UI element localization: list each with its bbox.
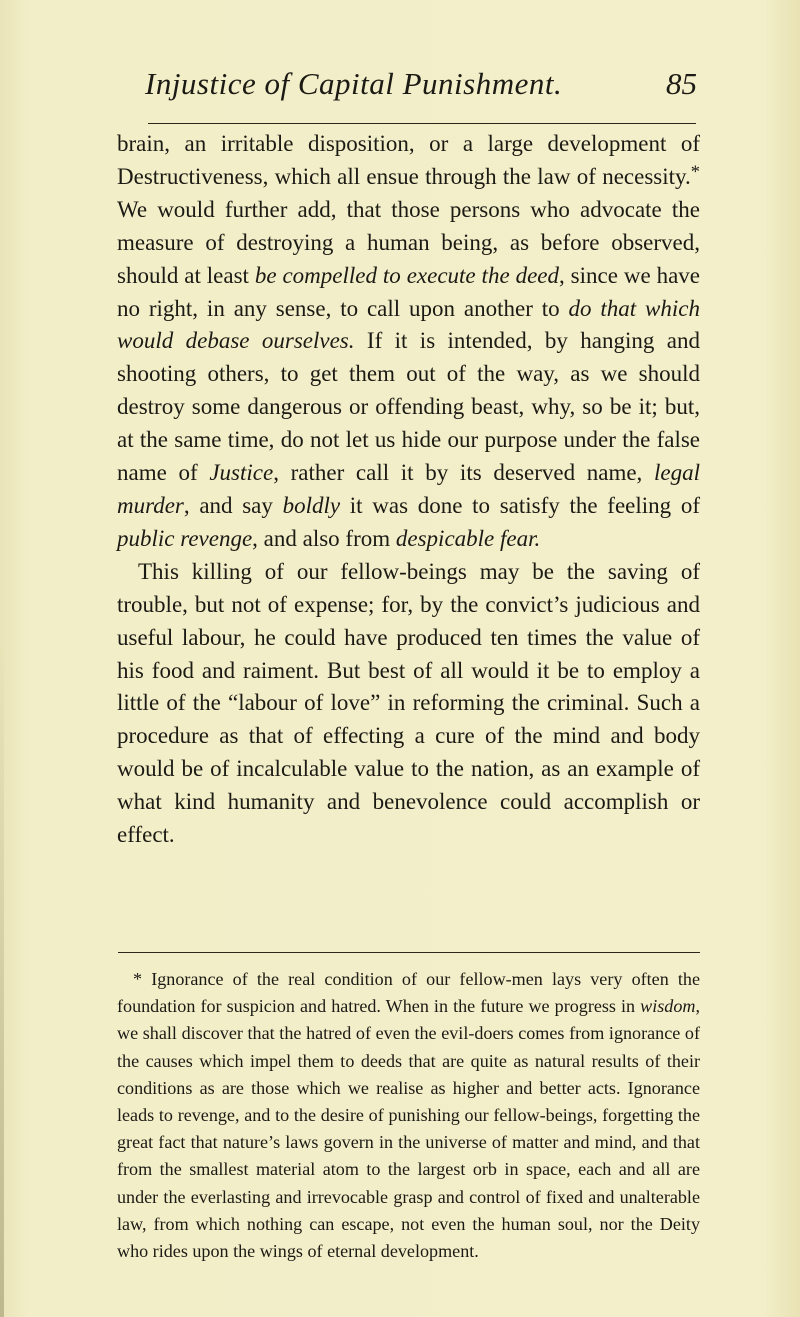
italic-phrase: boldly: [282, 492, 341, 518]
page-edge-shadow: [0, 640, 4, 1317]
italic-phrase: Justice: [209, 460, 274, 486]
page-number: 85: [666, 66, 697, 101]
running-title: Injustice of Capital Punishment.: [145, 66, 563, 101]
main-text: [117, 128, 700, 852]
paragraph-1: brain, an irritable disposition, or a large development of Destructiveness, which all ensue through the law of necessity.* We would further add, that those persons who advocate the measure of destroying a human being, as before observed, should at least be compelled to execute the deed, since we have no right, in any sense, to call upon another to do that which would debase ourselves. If it is intended, by hanging and shooting others, to get them out of the way, as we should destroy some dangerous or offending beast, why, so be it; but, at the same time, do not let us hide our purpose under the false name of Justice, rather call it by its deserved name, legal murder, and say boldly it was done to satisfy the feeling of public revenge, and also from despicable fear.: [117, 131, 700, 551]
footnote-marker: *: [690, 161, 700, 182]
italic-phrase: legal murder: [117, 460, 700, 518]
page-header: [145, 66, 697, 106]
italic-phrase: be compelled to execute the deed: [254, 262, 559, 288]
italic-phrase: do that which would debase ourselves.: [117, 295, 700, 354]
italic-phrase: public revenge: [117, 525, 253, 551]
footnote: [117, 966, 700, 1265]
footnote-text: * Ignorance of the real condition of our fellow-men lays very often the foundation for suspicion and hatred. When in the future we progress in wisdom, we shall discover that the hatred of even the evil-doers comes from ignorance of the causes which impel them to deeds that are quite as natural results of their conditions as are those which we realise as higher and better acts. Ignorance leads to revenge, and to the desire of punishing our fellow-beings, forgetting the great fact that nature’s laws govern in the universe of matter and mind, and that from the smallest material atom to the largest orb in space, each and all are under the everlasting and irrevocable grasp and control of fixed and unalterable law, from which nothing can escape, not even the human soul, nor the Deity who rides upon the wings of eternal development.: [117, 969, 700, 1262]
footnote-rule: [118, 952, 700, 953]
italic-phrase: wisdom: [640, 996, 696, 1017]
footnote-marker: *: [133, 969, 143, 989]
paragraph-2: This killing of our fellow-beings may be the saving of trouble, but not of expense; for, by the convict’s judicious and useful labour, he could have produced ten times the value of his food and raiment. But best of all would it be to employ a little of the “labour of love” in reforming the criminal. Such a procedure as that of effecting a cure of the mind and body would be of incalculable value to the nation, as an example of what kind humanity and benevolence could accomplish or effect.: [117, 558, 700, 848]
italic-phrase: despicable fear.: [395, 525, 541, 551]
header-rule: [148, 123, 696, 124]
